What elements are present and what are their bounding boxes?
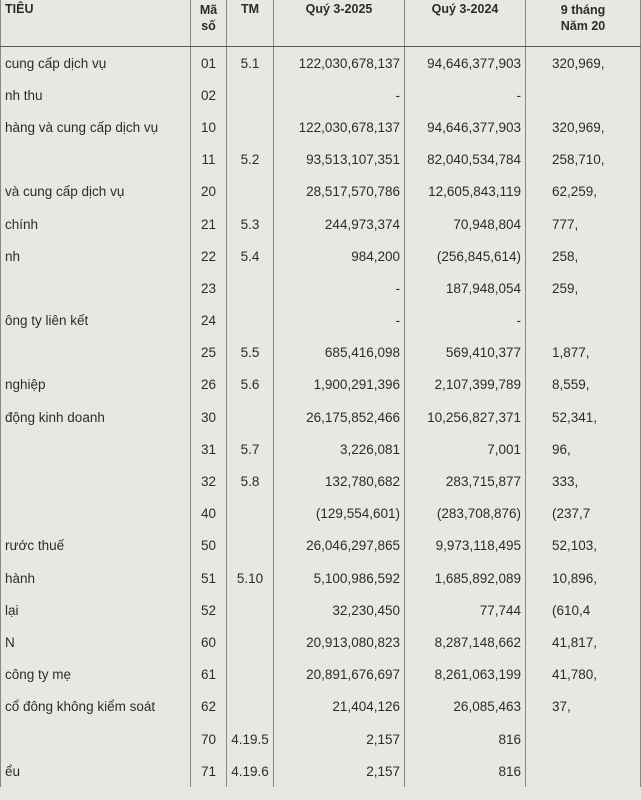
- row-q3-2025-value: 1,900,291,396: [274, 369, 405, 401]
- row-item-name: ểu: [1, 755, 191, 787]
- row-q3-2024-value: 94,646,377,903: [405, 47, 526, 80]
- header-nine-months: 9 tháng Năm 20: [526, 0, 641, 47]
- table-row: [1, 594, 641, 626]
- row-code: 61: [191, 659, 227, 691]
- row-code: 02: [191, 79, 227, 111]
- row-q3-2024-value: 1,685,892,089: [405, 562, 526, 594]
- row-code: 71: [191, 755, 227, 787]
- row-nine-months-value: 96,: [526, 433, 641, 465]
- table-row: [1, 530, 641, 562]
- row-note: [227, 530, 274, 562]
- row-code: 32: [191, 465, 227, 497]
- row-nine-months-value: 1,877,: [526, 337, 641, 369]
- row-nine-months-value: 41,817,: [526, 626, 641, 658]
- row-q3-2025-value: 20,913,080,823: [274, 626, 405, 658]
- row-note: 5.4: [227, 240, 274, 272]
- table-row: [1, 755, 641, 787]
- header-code: Mã số: [191, 0, 227, 47]
- row-note: 5.1: [227, 47, 274, 80]
- row-item-name: [1, 337, 191, 369]
- row-code: 70: [191, 723, 227, 755]
- row-nine-months-value: 258,: [526, 240, 641, 272]
- table-row: [1, 272, 641, 304]
- row-q3-2024-value: 569,410,377: [405, 337, 526, 369]
- row-code: 52: [191, 594, 227, 626]
- row-nine-months-value: 10,896,: [526, 562, 641, 594]
- table-row: [1, 240, 641, 272]
- row-code: 30: [191, 401, 227, 433]
- row-q3-2024-value: 12,605,843,119: [405, 176, 526, 208]
- row-item-name: hàng và cung cấp dịch vụ: [1, 111, 191, 143]
- header-q3-2024: Quý 3-2024: [405, 0, 526, 47]
- table-row: [1, 723, 641, 755]
- row-note: [227, 594, 274, 626]
- row-note: 4.19.6: [227, 755, 274, 787]
- row-item-name: nh thu: [1, 79, 191, 111]
- row-q3-2025-value: 132,780,682: [274, 465, 405, 497]
- row-q3-2024-value: 82,040,534,784: [405, 144, 526, 176]
- row-item-name: [1, 498, 191, 530]
- row-item-name: cổ đông không kiểm soát: [1, 691, 191, 723]
- row-q3-2024-value: (256,845,614): [405, 240, 526, 272]
- row-note: [227, 498, 274, 530]
- row-code: 60: [191, 626, 227, 658]
- row-q3-2024-value: 7,001: [405, 433, 526, 465]
- row-q3-2025-value: 26,175,852,466: [274, 401, 405, 433]
- table-row: [1, 111, 641, 143]
- row-nine-months-value: 41,780,: [526, 659, 641, 691]
- row-nine-months-value: [526, 755, 641, 787]
- header-item-name: TIÊU: [1, 0, 191, 47]
- row-q3-2025-value: 122,030,678,137: [274, 47, 405, 80]
- row-item-name: ông ty liên kết: [1, 305, 191, 337]
- row-nine-months-value: 52,341,: [526, 401, 641, 433]
- row-nine-months-value: 37,: [526, 691, 641, 723]
- row-nine-months-value: [526, 305, 641, 337]
- row-item-name: và cung cấp dịch vụ: [1, 176, 191, 208]
- header-q3-2025: Quý 3-2025: [274, 0, 405, 47]
- row-note: 5.7: [227, 433, 274, 465]
- row-q3-2025-value: 2,157: [274, 755, 405, 787]
- row-q3-2024-value: 77,744: [405, 594, 526, 626]
- table-row: [1, 401, 641, 433]
- row-code: 26: [191, 369, 227, 401]
- row-item-name: động kinh doanh: [1, 401, 191, 433]
- row-q3-2024-value: 9,973,118,495: [405, 530, 526, 562]
- table-row: [1, 305, 641, 337]
- row-note: [227, 176, 274, 208]
- row-note: [227, 401, 274, 433]
- row-note: [227, 305, 274, 337]
- row-nine-months-value: 258,710,: [526, 144, 641, 176]
- row-nine-months-value: 333,: [526, 465, 641, 497]
- row-item-name: [1, 272, 191, 304]
- row-q3-2025-value: 122,030,678,137: [274, 111, 405, 143]
- row-q3-2024-value: (283,708,876): [405, 498, 526, 530]
- row-item-name: rước thuế: [1, 530, 191, 562]
- table-row: [1, 369, 641, 401]
- row-q3-2025-value: (129,554,601): [274, 498, 405, 530]
- row-code: 62: [191, 691, 227, 723]
- row-note: 5.2: [227, 144, 274, 176]
- row-item-name: hành: [1, 562, 191, 594]
- row-item-name: [1, 723, 191, 755]
- row-q3-2025-value: -: [274, 79, 405, 111]
- header-note: TM: [227, 0, 274, 47]
- row-item-name: công ty mẹ: [1, 659, 191, 691]
- table-row: [1, 659, 641, 691]
- row-nine-months-value: 8,559,: [526, 369, 641, 401]
- row-nine-months-value: 52,103,: [526, 530, 641, 562]
- table-row: [1, 691, 641, 723]
- table-row: [1, 498, 641, 530]
- row-q3-2024-value: 816: [405, 723, 526, 755]
- row-note: 4.19.5: [227, 723, 274, 755]
- row-note: 5.5: [227, 337, 274, 369]
- row-q3-2024-value: 2,107,399,789: [405, 369, 526, 401]
- row-note: [227, 79, 274, 111]
- row-q3-2025-value: 28,517,570,786: [274, 176, 405, 208]
- row-q3-2025-value: 20,891,676,697: [274, 659, 405, 691]
- row-code: 10: [191, 111, 227, 143]
- row-item-name: [1, 144, 191, 176]
- row-code: 21: [191, 208, 227, 240]
- row-nine-months-value: 320,969,: [526, 111, 641, 143]
- row-code: 25: [191, 337, 227, 369]
- row-q3-2024-value: 187,948,054: [405, 272, 526, 304]
- table-row: [1, 465, 641, 497]
- row-item-name: chính: [1, 208, 191, 240]
- row-code: 22: [191, 240, 227, 272]
- row-note: [227, 272, 274, 304]
- row-item-name: cung cấp dịch vụ: [1, 47, 191, 80]
- row-q3-2025-value: 984,200: [274, 240, 405, 272]
- row-nine-months-value: 62,259,: [526, 176, 641, 208]
- table-row: [1, 626, 641, 658]
- row-q3-2025-value: 32,230,450: [274, 594, 405, 626]
- row-code: 20: [191, 176, 227, 208]
- row-note: 5.3: [227, 208, 274, 240]
- row-q3-2025-value: 5,100,986,592: [274, 562, 405, 594]
- row-note: 5.8: [227, 465, 274, 497]
- row-item-name: N: [1, 626, 191, 658]
- table-row: [1, 337, 641, 369]
- row-code: 51: [191, 562, 227, 594]
- row-code: 40: [191, 498, 227, 530]
- row-note: 5.6: [227, 369, 274, 401]
- row-q3-2024-value: 10,256,827,371: [405, 401, 526, 433]
- row-note: [227, 691, 274, 723]
- row-note: [227, 111, 274, 143]
- row-q3-2025-value: 21,404,126: [274, 691, 405, 723]
- row-item-name: [1, 433, 191, 465]
- row-q3-2025-value: 244,973,374: [274, 208, 405, 240]
- row-code: 23: [191, 272, 227, 304]
- table-row: [1, 208, 641, 240]
- table-row: [1, 144, 641, 176]
- row-q3-2025-value: 3,226,081: [274, 433, 405, 465]
- table-row: [1, 47, 641, 80]
- row-q3-2024-value: 8,261,063,199: [405, 659, 526, 691]
- row-code: 50: [191, 530, 227, 562]
- row-q3-2024-value: 283,715,877: [405, 465, 526, 497]
- row-nine-months-value: (237,7: [526, 498, 641, 530]
- row-q3-2024-value: -: [405, 79, 526, 111]
- row-q3-2024-value: 94,646,377,903: [405, 111, 526, 143]
- row-q3-2024-value: -: [405, 305, 526, 337]
- row-q3-2025-value: 26,046,297,865: [274, 530, 405, 562]
- row-item-name: nghiệp: [1, 369, 191, 401]
- row-q3-2025-value: 93,513,107,351: [274, 144, 405, 176]
- table-row: [1, 176, 641, 208]
- row-q3-2024-value: 70,948,804: [405, 208, 526, 240]
- row-q3-2024-value: 8,287,148,662: [405, 626, 526, 658]
- row-item-name: nh: [1, 240, 191, 272]
- row-code: 24: [191, 305, 227, 337]
- row-nine-months-value: (610,4: [526, 594, 641, 626]
- row-code: 01: [191, 47, 227, 80]
- row-q3-2025-value: 685,416,098: [274, 337, 405, 369]
- row-q3-2025-value: -: [274, 272, 405, 304]
- row-item-name: lại: [1, 594, 191, 626]
- row-q3-2025-value: 2,157: [274, 723, 405, 755]
- table-row: [1, 79, 641, 111]
- row-q3-2024-value: 816: [405, 755, 526, 787]
- row-note: [227, 626, 274, 658]
- table-row: [1, 433, 641, 465]
- row-q3-2024-value: 26,085,463: [405, 691, 526, 723]
- row-q3-2025-value: -: [274, 305, 405, 337]
- row-note: [227, 659, 274, 691]
- row-nine-months-value: 777,: [526, 208, 641, 240]
- table-header-row: [1, 0, 641, 47]
- row-nine-months-value: [526, 79, 641, 111]
- row-code: 11: [191, 144, 227, 176]
- row-nine-months-value: 320,969,: [526, 47, 641, 80]
- row-nine-months-value: 259,: [526, 272, 641, 304]
- row-nine-months-value: [526, 723, 641, 755]
- row-item-name: [1, 465, 191, 497]
- row-note: 5.10: [227, 562, 274, 594]
- table-row: [1, 562, 641, 594]
- row-code: 31: [191, 433, 227, 465]
